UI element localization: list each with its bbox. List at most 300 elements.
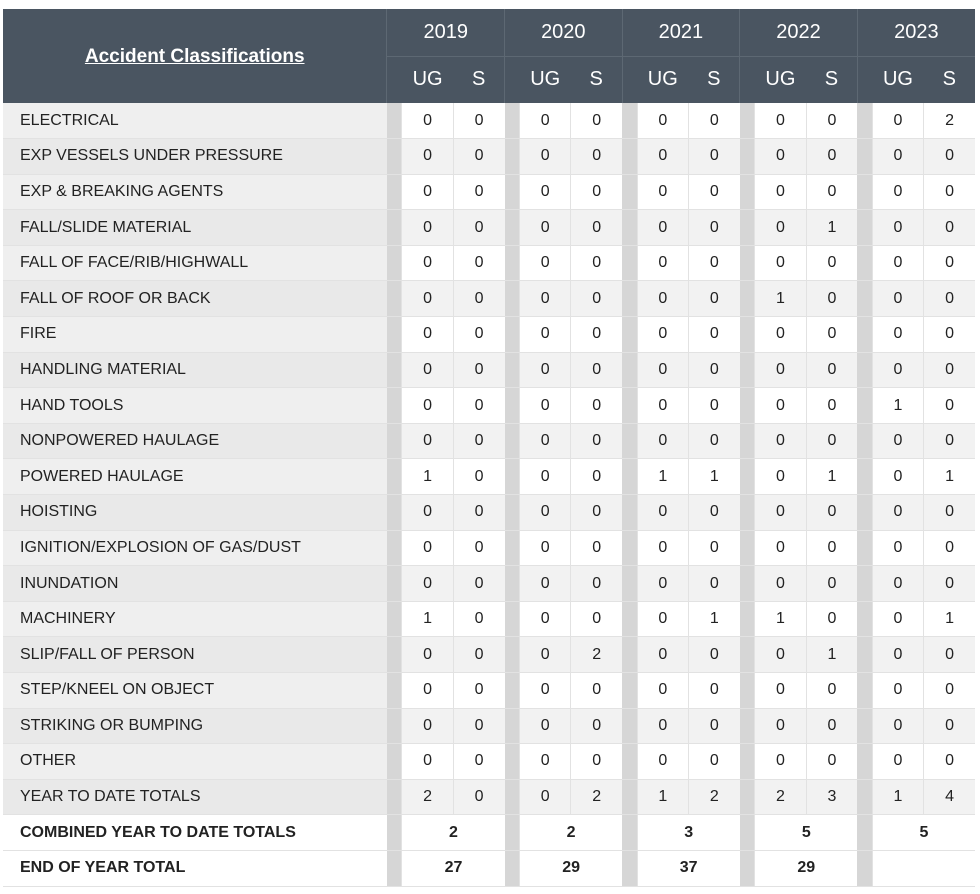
cell-s: 0: [924, 281, 975, 317]
cell-ug: 0: [402, 103, 453, 139]
cell-ug: 0: [637, 566, 688, 602]
subheader-gap: [857, 56, 872, 103]
subheader-s: S: [806, 56, 857, 103]
column-gap: [622, 566, 637, 602]
column-gap: [740, 139, 755, 175]
cell-s: 0: [453, 139, 504, 175]
column-gap: [505, 815, 520, 851]
cell-s: 0: [924, 708, 975, 744]
cell-s: 0: [571, 744, 622, 780]
row-label: ELECTRICAL: [3, 103, 387, 139]
cell-ug: 0: [755, 352, 806, 388]
column-gap: [505, 174, 520, 210]
row-label: MACHINERY: [3, 601, 387, 637]
column-gap: [622, 103, 637, 139]
cell-ug: 0: [402, 174, 453, 210]
cell-ug: 1: [755, 601, 806, 637]
cell-ug: 1: [872, 779, 923, 815]
cell-s: 0: [688, 673, 739, 709]
cell-s: 0: [688, 423, 739, 459]
cell-s: 0: [453, 103, 504, 139]
cell-ug: 0: [520, 637, 571, 673]
cell-s: 0: [571, 495, 622, 531]
cell-s: 0: [924, 245, 975, 281]
column-gap: [622, 210, 637, 246]
cell-ug: 1: [402, 601, 453, 637]
cell-s: 0: [688, 103, 739, 139]
cell-ug: 0: [872, 530, 923, 566]
cell-s: 0: [571, 210, 622, 246]
cell-ug: 1: [637, 459, 688, 495]
cell-ug: 0: [755, 673, 806, 709]
table-row: [3, 601, 975, 637]
subheader-s: S: [571, 56, 622, 103]
cell-s: 0: [571, 245, 622, 281]
table-row: [3, 103, 975, 139]
cell-ug: 0: [520, 423, 571, 459]
column-gap: [857, 850, 872, 886]
combined-totals-row-value: 2: [402, 815, 505, 851]
table-row: [3, 708, 975, 744]
cell-s: 0: [453, 566, 504, 602]
column-gap: [622, 744, 637, 780]
combined-totals-row-value: 5: [755, 815, 858, 851]
column-gap: [622, 708, 637, 744]
end-of-year-row-value: 29: [755, 850, 858, 886]
column-gap: [740, 601, 755, 637]
cell-ug: 0: [637, 744, 688, 780]
subheader-ug: UG: [520, 56, 571, 103]
cell-s: 2: [571, 637, 622, 673]
cell-s: 0: [806, 103, 857, 139]
column-gap: [505, 495, 520, 531]
column-gap: [857, 317, 872, 353]
column-gap: [622, 245, 637, 281]
column-gap: [740, 281, 755, 317]
cell-s: 0: [688, 317, 739, 353]
year-header-2021: 2021: [622, 9, 740, 56]
cell-ug: 1: [402, 459, 453, 495]
cell-s: 0: [571, 103, 622, 139]
end-of-year-row: [3, 850, 975, 886]
cell-ug: 0: [520, 495, 571, 531]
cell-ug: 0: [402, 744, 453, 780]
cell-s: 0: [924, 139, 975, 175]
cell-ug: 0: [637, 103, 688, 139]
cell-s: 2: [571, 779, 622, 815]
column-gap: [622, 423, 637, 459]
column-gap: [505, 139, 520, 175]
cell-s: 0: [688, 281, 739, 317]
cell-s: 0: [924, 317, 975, 353]
cell-s: 0: [453, 530, 504, 566]
cell-s: 0: [688, 139, 739, 175]
cell-s: 0: [924, 673, 975, 709]
cell-s: 3: [806, 779, 857, 815]
cell-ug: 0: [872, 317, 923, 353]
cell-ug: 0: [520, 352, 571, 388]
cell-ug: 0: [872, 566, 923, 602]
cell-ug: 0: [755, 388, 806, 424]
row-label: FALL/SLIDE MATERIAL: [3, 210, 387, 246]
cell-s: 0: [924, 566, 975, 602]
column-gap: [740, 779, 755, 815]
end-of-year-row-value: 37: [637, 850, 740, 886]
row-label: NONPOWERED HAULAGE: [3, 423, 387, 459]
column-gap: [857, 281, 872, 317]
column-gap: [622, 495, 637, 531]
combined-totals-row-value: 3: [637, 815, 740, 851]
column-gap: [622, 317, 637, 353]
table-title: [3, 9, 387, 103]
row-label: OTHER: [3, 744, 387, 780]
row-label: HANDLING MATERIAL: [3, 352, 387, 388]
subheader-ug: UG: [402, 56, 453, 103]
row-label: YEAR TO DATE TOTALS: [3, 779, 387, 815]
cell-s: 0: [571, 352, 622, 388]
cell-ug: 0: [402, 281, 453, 317]
cell-ug: 0: [520, 139, 571, 175]
cell-s: 0: [571, 673, 622, 709]
cell-s: 0: [688, 530, 739, 566]
column-gap: [387, 388, 402, 424]
cell-s: 0: [806, 495, 857, 531]
column-gap: [505, 281, 520, 317]
cell-ug: 0: [637, 637, 688, 673]
cell-ug: 0: [637, 210, 688, 246]
column-gap: [857, 352, 872, 388]
row-label: HAND TOOLS: [3, 388, 387, 424]
cell-ug: 0: [520, 459, 571, 495]
table-row: [3, 388, 975, 424]
column-gap: [505, 210, 520, 246]
cell-ug: 0: [755, 459, 806, 495]
cell-ug: 0: [755, 495, 806, 531]
cell-s: 0: [688, 388, 739, 424]
cell-ug: 0: [872, 744, 923, 780]
end-of-year-row-value: 29: [520, 850, 623, 886]
cell-ug: 0: [872, 281, 923, 317]
cell-s: 0: [453, 174, 504, 210]
cell-s: 0: [806, 281, 857, 317]
table-row: [3, 744, 975, 780]
cell-s: 0: [806, 423, 857, 459]
cell-s: 0: [924, 388, 975, 424]
column-gap: [857, 495, 872, 531]
year-header-2020: 2020: [505, 9, 623, 56]
cell-ug: 1: [637, 779, 688, 815]
cell-ug: 0: [402, 708, 453, 744]
column-gap: [740, 637, 755, 673]
row-label: HOISTING: [3, 495, 387, 531]
cell-ug: 0: [520, 530, 571, 566]
cell-s: 0: [806, 388, 857, 424]
cell-s: 0: [453, 210, 504, 246]
cell-ug: 0: [520, 601, 571, 637]
cell-s: 0: [688, 495, 739, 531]
cell-s: 1: [924, 601, 975, 637]
row-label: STEP/KNEEL ON OBJECT: [3, 673, 387, 709]
cell-ug: 0: [637, 352, 688, 388]
cell-s: 0: [453, 423, 504, 459]
column-gap: [740, 388, 755, 424]
row-label: POWERED HAULAGE: [3, 459, 387, 495]
column-gap: [505, 530, 520, 566]
cell-s: 0: [688, 210, 739, 246]
column-gap: [505, 744, 520, 780]
cell-s: 0: [924, 352, 975, 388]
cell-s: 0: [924, 210, 975, 246]
column-gap: [857, 779, 872, 815]
cell-s: 1: [806, 459, 857, 495]
column-gap: [740, 495, 755, 531]
cell-s: 0: [571, 708, 622, 744]
cell-ug: 0: [402, 637, 453, 673]
cell-ug: 0: [872, 174, 923, 210]
subheader-s: S: [924, 56, 975, 103]
cell-ug: 0: [637, 388, 688, 424]
cell-s: 0: [688, 708, 739, 744]
cell-s: 0: [453, 317, 504, 353]
row-label: EXP VESSELS UNDER PRESSURE: [3, 139, 387, 175]
cell-s: 0: [806, 673, 857, 709]
column-gap: [387, 317, 402, 353]
cell-s: 0: [571, 388, 622, 424]
cell-ug: 0: [520, 388, 571, 424]
column-gap: [857, 103, 872, 139]
cell-ug: 0: [520, 566, 571, 602]
cell-s: 4: [924, 779, 975, 815]
year-header-2019: 2019: [387, 9, 505, 56]
combined-totals-row-label: COMBINED YEAR TO DATE TOTALS: [3, 815, 387, 851]
combined-totals-row: [3, 815, 975, 851]
cell-ug: 0: [520, 779, 571, 815]
cell-s: 0: [453, 459, 504, 495]
row-label: IGNITION/EXPLOSION OF GAS/DUST: [3, 530, 387, 566]
cell-s: 0: [924, 637, 975, 673]
cell-ug: 0: [872, 495, 923, 531]
cell-s: 0: [453, 779, 504, 815]
column-gap: [387, 103, 402, 139]
column-gap: [387, 708, 402, 744]
column-gap: [622, 815, 637, 851]
column-gap: [857, 815, 872, 851]
column-gap: [622, 530, 637, 566]
table-row: [3, 495, 975, 531]
column-gap: [622, 174, 637, 210]
year-header-2023: 2023: [857, 9, 975, 56]
column-gap: [622, 139, 637, 175]
column-gap: [387, 459, 402, 495]
cell-s: 0: [924, 495, 975, 531]
cell-s: 2: [924, 103, 975, 139]
cell-s: 2: [688, 779, 739, 815]
column-gap: [740, 708, 755, 744]
row-label: EXP & BREAKING AGENTS: [3, 174, 387, 210]
cell-ug: 0: [520, 245, 571, 281]
cell-ug: 0: [872, 423, 923, 459]
column-gap: [387, 245, 402, 281]
column-gap: [857, 637, 872, 673]
column-gap: [505, 352, 520, 388]
cell-ug: 0: [637, 139, 688, 175]
cell-ug: 0: [872, 708, 923, 744]
column-gap: [857, 744, 872, 780]
cell-ug: 0: [755, 744, 806, 780]
column-gap: [857, 423, 872, 459]
cell-ug: 0: [637, 245, 688, 281]
column-gap: [622, 601, 637, 637]
cell-s: 0: [453, 495, 504, 531]
column-gap: [505, 388, 520, 424]
cell-s: 0: [806, 317, 857, 353]
cell-s: 0: [924, 423, 975, 459]
end-of-year-row-value: 27: [402, 850, 505, 886]
table-row: [3, 245, 975, 281]
cell-s: 0: [806, 530, 857, 566]
column-gap: [387, 281, 402, 317]
cell-ug: 0: [637, 530, 688, 566]
table-row: [3, 530, 975, 566]
table-row: [3, 352, 975, 388]
cell-ug: 0: [402, 495, 453, 531]
cell-s: 0: [571, 317, 622, 353]
cell-ug: 0: [637, 423, 688, 459]
column-gap: [505, 423, 520, 459]
cell-ug: 0: [637, 317, 688, 353]
cell-s: 1: [924, 459, 975, 495]
subheader-gap: [622, 56, 637, 103]
column-gap: [622, 850, 637, 886]
column-gap: [505, 459, 520, 495]
cell-s: 0: [571, 459, 622, 495]
row-label: FALL OF FACE/RIB/HIGHWALL: [3, 245, 387, 281]
column-gap: [622, 779, 637, 815]
cell-ug: 0: [402, 530, 453, 566]
cell-ug: 0: [755, 708, 806, 744]
table-row: [3, 281, 975, 317]
cell-ug: 0: [402, 388, 453, 424]
cell-ug: 0: [755, 245, 806, 281]
table-title-text[interactable]: Accident Classifications: [84, 45, 305, 67]
column-gap: [505, 317, 520, 353]
column-gap: [387, 637, 402, 673]
cell-s: 0: [453, 637, 504, 673]
column-gap: [505, 566, 520, 602]
cell-ug: 1: [872, 388, 923, 424]
column-gap: [622, 459, 637, 495]
subheader-gap: [505, 56, 520, 103]
cell-ug: 0: [755, 566, 806, 602]
cell-ug: 0: [872, 637, 923, 673]
column-gap: [740, 423, 755, 459]
column-gap: [505, 779, 520, 815]
cell-s: 0: [571, 174, 622, 210]
column-gap: [387, 352, 402, 388]
cell-ug: 1: [755, 281, 806, 317]
table-row: [3, 459, 975, 495]
combined-totals-row-value: 5: [872, 815, 975, 851]
accident-table: [3, 9, 975, 887]
column-gap: [740, 673, 755, 709]
cell-s: 0: [571, 139, 622, 175]
cell-ug: 0: [520, 103, 571, 139]
row-label: SLIP/FALL OF PERSON: [3, 637, 387, 673]
cell-ug: 0: [872, 245, 923, 281]
cell-s: 0: [924, 744, 975, 780]
cell-s: 1: [688, 459, 739, 495]
cell-ug: 0: [402, 673, 453, 709]
column-gap: [740, 352, 755, 388]
cell-ug: 0: [520, 281, 571, 317]
cell-s: 1: [806, 210, 857, 246]
cell-ug: 0: [755, 139, 806, 175]
subheader-s: S: [453, 56, 504, 103]
cell-s: 0: [688, 352, 739, 388]
cell-s: 0: [688, 566, 739, 602]
cell-ug: 0: [637, 601, 688, 637]
column-gap: [740, 245, 755, 281]
column-gap: [505, 601, 520, 637]
table-row: [3, 779, 975, 815]
column-gap: [505, 708, 520, 744]
cell-ug: 0: [402, 210, 453, 246]
column-gap: [387, 495, 402, 531]
cell-ug: 0: [755, 103, 806, 139]
column-gap: [622, 281, 637, 317]
column-gap: [387, 601, 402, 637]
column-gap: [622, 388, 637, 424]
cell-ug: 0: [402, 317, 453, 353]
column-gap: [857, 459, 872, 495]
column-gap: [857, 708, 872, 744]
column-gap: [857, 673, 872, 709]
column-gap: [857, 245, 872, 281]
column-gap: [740, 103, 755, 139]
cell-s: 0: [571, 423, 622, 459]
combined-totals-row-value: 2: [520, 815, 623, 851]
column-gap: [857, 139, 872, 175]
column-gap: [387, 210, 402, 246]
column-gap: [740, 459, 755, 495]
cell-ug: 0: [402, 423, 453, 459]
table-row: [3, 566, 975, 602]
table-row: [3, 139, 975, 175]
row-label: FALL OF ROOF OR BACK: [3, 281, 387, 317]
cell-ug: 2: [402, 779, 453, 815]
cell-s: 0: [453, 388, 504, 424]
cell-s: 0: [571, 566, 622, 602]
cell-ug: 0: [520, 174, 571, 210]
cell-s: 0: [924, 174, 975, 210]
column-gap: [387, 566, 402, 602]
column-gap: [387, 530, 402, 566]
table-row: [3, 673, 975, 709]
column-gap: [622, 637, 637, 673]
cell-ug: 2: [755, 779, 806, 815]
column-gap: [740, 317, 755, 353]
column-gap: [740, 744, 755, 780]
column-gap: [740, 850, 755, 886]
cell-s: 0: [806, 708, 857, 744]
cell-s: 0: [806, 744, 857, 780]
cell-ug: 0: [872, 673, 923, 709]
cell-ug: 0: [520, 744, 571, 780]
cell-ug: 0: [637, 708, 688, 744]
cell-s: 0: [453, 601, 504, 637]
cell-s: 0: [453, 352, 504, 388]
column-gap: [387, 744, 402, 780]
